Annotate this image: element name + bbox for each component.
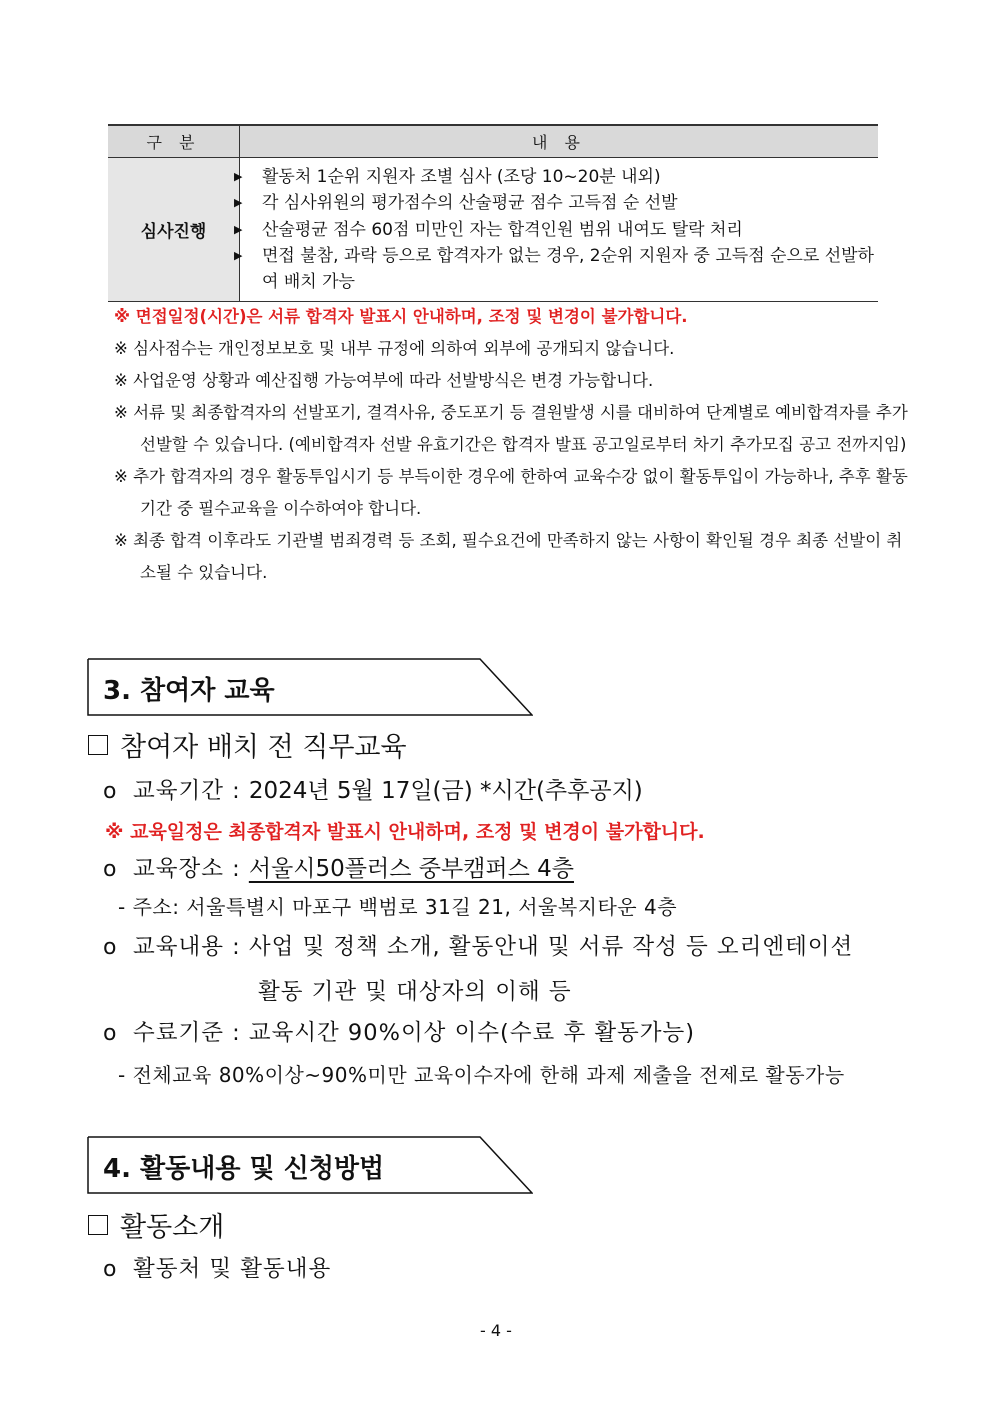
table-bullet: ▶ 활동처 1순위 지원자 조별 심사 (조당 10~20분 내외) (248, 164, 878, 191)
activity-item: o 활동처 및 활동내용 (103, 1256, 332, 1282)
training-address: - 주소: 서울특별시 마포구 백범로 31길 21, 서울복지타운 4층 (118, 895, 678, 919)
circle-bullet-icon: o (103, 857, 118, 882)
section-title: 4. 활동내용 및 신청방법 (103, 1154, 385, 1184)
completion-criteria-note: - 전체교육 80%이상~90%미만 교육이수자에 한해 과제 제출을 전제로 활동가능 (118, 1063, 845, 1087)
checkbox-square-icon (88, 1215, 108, 1235)
circle-bullet-icon: o (103, 1257, 118, 1282)
section-header-4 (87, 1136, 533, 1194)
training-red-note: ※ 교육일정은 최종합격자 발표시 안내하며, 조정 및 변경이 불가합니다. (105, 821, 705, 843)
notes-list (114, 301, 910, 589)
table-bullet: ▶ 면접 불참, 과락 등으로 합격자가 없는 경우, 2순위 지원자 중 고득점 순으로 선발하여 배치 가능 (248, 243, 878, 295)
triangle-bullet-icon: ▶ (234, 169, 243, 183)
page-number: - 4 - (480, 1321, 512, 1340)
subheading-training: 참여자 배치 전 직무교육 (88, 725, 407, 764)
note-score-privacy: ※ 심사점수는 개인정보보호 및 내부 규정에 의하여 외부에 공개되지 않습니다. (114, 339, 675, 358)
note-selection-change: ※ 사업운영 상황과 예산집행 가능여부에 따라 선발방식은 변경 가능합니다. (114, 371, 654, 390)
subheading-activity: 활동소개 (88, 1205, 224, 1244)
table-bullet: ▶ 산술평균 점수 60점 미만인 자는 합격인원 범위 내여도 탈락 처리 (248, 217, 878, 244)
training-content: o 교육내용 : 사업 및 정책 소개, 활동안내 및 서류 작성 등 오리엔테이션 (103, 934, 854, 960)
note-additional-pass: ※ 추가 합격자의 경우 활동투입시기 등 부득이한 경우에 한하여 교육수강 없이 활동투입이 가능하나, 추후 활동기간 중 필수교육을 이수하여야 합니다. (114, 467, 908, 518)
table-bullet: ▶ 각 심사위원의 평가점수의 산술평균 점수 고득점 순 선발 (248, 190, 878, 217)
table-header-content: 내 용 (240, 125, 879, 158)
note-interview-schedule: ※ 면접일정(시간)은 서류 합격자 발표시 안내하며, 조정 및 변경이 불가합니다. (114, 307, 688, 326)
section-header-3 (87, 658, 533, 716)
training-content-cont: 활동 기관 및 대상자의 이해 등 (258, 979, 572, 1005)
note-reserve-candidates: ※ 서류 및 최종합격자의 선발포기, 결격사유, 중도포기 등 결원발생 시를 대비하여 단계별로 예비합격자를 추가 선발할 수 있습니다. (예비합격자 선발 유효기간은 합격자 발표 공고일로부터 차기 추가모집 공고 전까지임) (114, 403, 908, 454)
table-header-category: 구 분 (108, 125, 240, 158)
training-period: o 교육기간 : 2024년 5월 17일(금) *시간(추후공지) (103, 778, 643, 804)
training-place: o 교육장소 : 서울시50플러스 중부캠퍼스 4층 (103, 856, 574, 882)
circle-bullet-icon: o (103, 1021, 118, 1046)
circle-bullet-icon: o (103, 935, 118, 960)
circle-bullet-icon: o (103, 779, 118, 804)
triangle-bullet-icon: ▶ (234, 222, 243, 236)
table-row-label: 심사진행 (108, 158, 240, 302)
section-title: 3. 참여자 교육 (103, 676, 275, 706)
triangle-bullet-icon: ▶ (234, 249, 243, 263)
table-row-content (234, 158, 879, 302)
triangle-bullet-icon: ▶ (234, 196, 243, 210)
checkbox-square-icon (88, 735, 108, 755)
completion-criteria: o 수료기준 : 교육시간 90%이상 이수(수료 후 활동가능) (103, 1020, 696, 1046)
screening-table (108, 124, 878, 302)
note-cancellation: ※ 최종 합격 이후라도 기관별 범죄경력 등 조회, 필수요건에 만족하지 않는 사항이 확인될 경우 최종 선발이 취소될 수 있습니다. (114, 531, 903, 582)
